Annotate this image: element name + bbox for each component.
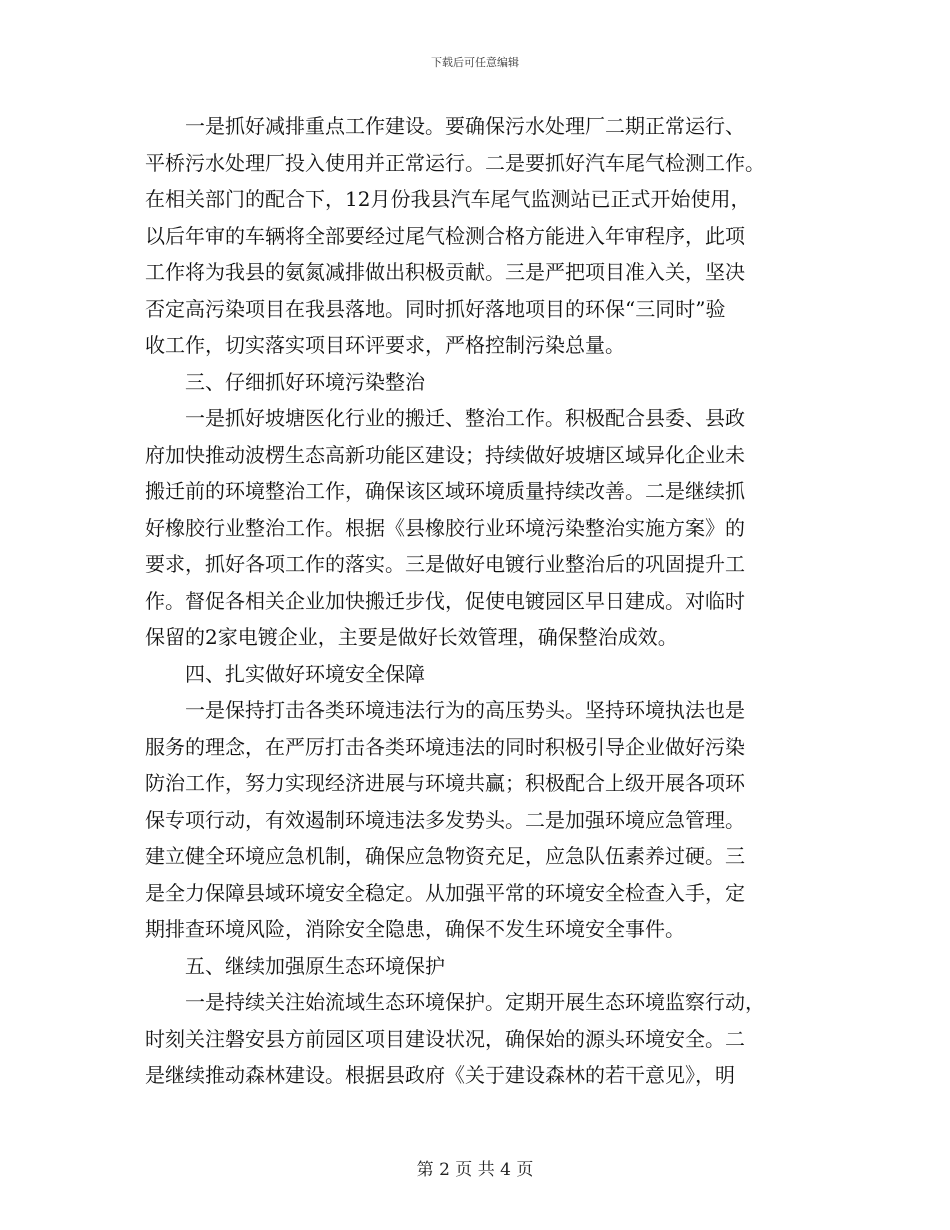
text-line: 好橡胶行业整治工作。根据《县橡胶行业环境污染整治实施方案》的: [145, 515, 745, 540]
text-line: 在相关部门的配合下，12月份我县汽车尾气监测站已正式开始使用，: [145, 187, 751, 211]
text-line: 保留的2家电镀企业，主要是做好长效管理，确保整治成效。: [145, 625, 678, 649]
text-line: 时刻关注磐安县方前园区项目建设状况，确保始的源头环境安全。二: [145, 1026, 745, 1051]
text-line: 建立健全环境应急机制，确保应急物资充足，应急队伍素养过硬。三: [145, 844, 745, 868]
text-line: 服务的理念，在严厉打击各类环境违法的同时积极引导企业做好污染: [145, 734, 745, 759]
text-line: 要求，抓好各项工作的落实。三是做好电镀行业整治后的巩固提升工: [145, 552, 745, 576]
page-header: 下载后可任意编辑: [431, 56, 519, 69]
text-line: 一是抓好坡塘医化行业的搬迁、整治工作。积极配合县委、县政: [185, 406, 745, 430]
text-line: 保专项行动，有效遏制环境违法多发势头。二是加强环境应急管理。: [145, 807, 745, 832]
document-body: [145, 108, 805, 1094]
text-line: 收工作，切实落实项目环评要求，严格控制污染总量。: [145, 333, 625, 357]
text-line: 一是抓好减排重点工作建设。要确保污水处理厂二期正常运行、: [185, 114, 745, 138]
section-heading: 三、仔细抓好环境污染整治: [185, 369, 425, 394]
section-heading: 五、继续加强原生态环境保护: [185, 953, 445, 978]
text-line: 一是持续关注始流域生态环境保护。定期开展生态环境监察行动，: [185, 990, 765, 1014]
text-line: 否定高污染项目在我县落地。同时抓好落地项目的环保“三同时”验: [145, 296, 726, 321]
text-line: 工作将为我县的氨氮减排做出积极贡献。三是严把项目准入关，坚决: [145, 260, 745, 284]
text-line: 搬迁前的环境整治工作，确保该区域环境质量持续改善。二是继续抓: [145, 479, 745, 503]
text-line: 平桥污水处理厂投入使用并正常运行。二是要抓好汽车尾气检测工作。: [145, 150, 765, 175]
text-line: 是全力保障县域环境安全稳定。从加强平常的环境安全检查入手，定: [145, 880, 745, 905]
text-line: 以后年审的车辆将全部要经过尾气检测合格方能进入年审程序，此项: [145, 223, 745, 248]
text-line: 防治工作，努力实现经济进展与环境共赢；积极配合上级开展各项环: [145, 771, 745, 795]
text-line: 府加快推动波楞生态高新功能区建设；持续做好坡塘区域异化企业未: [145, 442, 745, 467]
page-number: 第 2 页 共 4 页: [416, 1160, 534, 1180]
text-line: 期排查环境风险，消除安全隐患，确保不发生环境安全事件。: [145, 917, 685, 941]
section-heading: 四、扎实做好环境安全保障: [185, 661, 425, 686]
text-line: 作。督促各相关企业加快搬迁步伐，促使电镀园区早日建成。对临时: [145, 588, 745, 613]
text-line: 一是保持打击各类环境违法行为的高压势头。坚持环境执法也是: [185, 698, 745, 722]
text-line: 是继续推动森林建设。根据县政府《关于建设森林的若干意见》，明: [145, 1063, 735, 1087]
